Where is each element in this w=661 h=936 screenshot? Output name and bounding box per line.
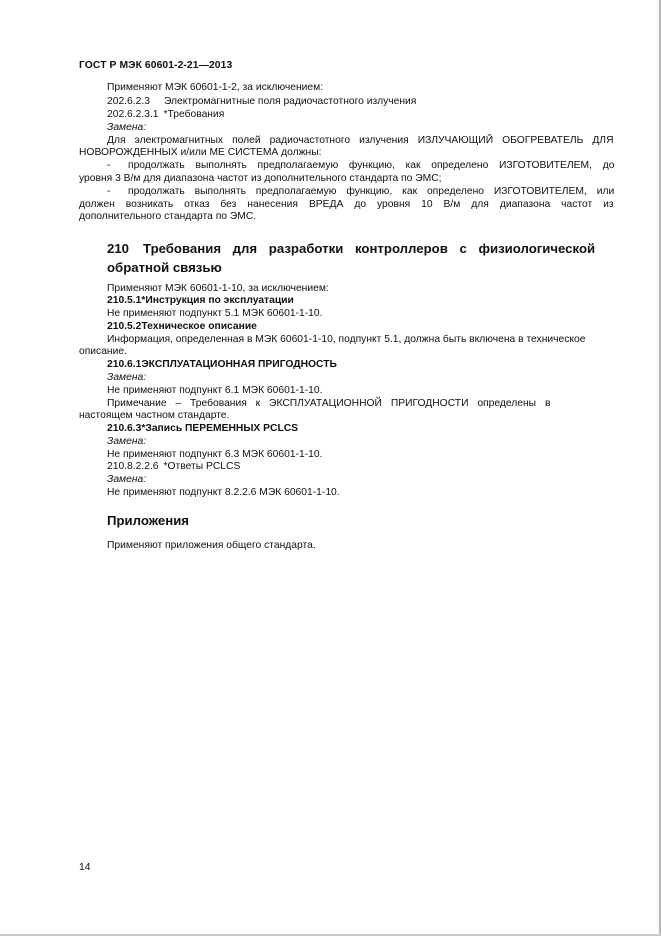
sec210-8-2-2-6-text: Не применяют подпункт 8.2.2.6 МЭК 60601-1-10. [107, 487, 340, 498]
sec202-intro: Применяют МЭК 60601-1-2, за исключением: [107, 82, 324, 93]
sec210-6-3-replace: Замена: [107, 436, 147, 447]
sec202-item2 [107, 108, 224, 121]
sec210-6-1-replace: Замена: [107, 372, 147, 383]
standard-header: ГОСТ Р МЭК 60601-2-21—2013 [79, 60, 233, 71]
bullet2-line3: дополнительного стандарта по ЭМС. [79, 211, 257, 222]
appendix-text: Применяют приложения общего стандарта. [107, 540, 316, 551]
bullet2-line2: должен возникать отказ без нанесения ВРЕДА до уровня 10 В/м для диапазона частот из [79, 199, 614, 210]
sec210-5-1-text: Не применяют подпункт 5.1 МЭК 60601-1-10. [107, 308, 323, 319]
item2-title: *Требования [163, 109, 225, 120]
sec210-6-1-note-line1: Примечание – Требования к ЭКСПЛУАТАЦИОННОЙ ПРИГОДНОСТИ определены в [107, 398, 551, 409]
page-number: 14 [79, 862, 91, 873]
sec202-item1 [107, 95, 416, 108]
sec210-heading-line2: обратной связью [107, 260, 222, 275]
sec202-para1-line1: Для электромагнитных полей радиочастотного излучения ИЗЛУЧАЮЩИЙ ОБОГРЕВАТЕЛЬ ДЛЯ [107, 135, 614, 146]
sec210-6-1-title: 210.6.1ЭКСПЛУАТАЦИОННАЯ ПРИГОДНОСТЬ [107, 359, 337, 370]
bullet2-dash: - [107, 186, 111, 197]
sec210-8-2-2-6-title [107, 460, 240, 473]
sec202-replace-label: Замена: [107, 122, 147, 133]
bullet1-line1: продолжать выполнять предполагаемую функцию, как определено ИЗГОТОВИТЕЛЕМ, до [128, 160, 614, 171]
sec210-8-2-2-6-replace: Замена: [107, 474, 147, 485]
sec202-para1-line2: НОВОРОЖДЕННЫХ и/или МЕ СИСТЕМА должны: [79, 147, 322, 158]
item1-number: 202.6.2.3 [107, 96, 150, 107]
sec210-8-2-2-6-label: *Ответы PCLCS [163, 461, 241, 472]
bullet1-line2: уровня 3 В/м для диапазона частот из дополнительного стандарта по ЭМС; [79, 173, 442, 184]
sec210-6-1-text: Не применяют подпункт 6.1 МЭК 60601-1-10. [107, 385, 323, 396]
sec210-6-3-text: Не применяют подпункт 6.3 МЭК 60601-1-10. [107, 449, 323, 460]
bullet1-dash: - [107, 160, 111, 171]
item1-title: Электромагнитные поля радиочастотного излучения [163, 96, 417, 107]
sec210-intro: Применяют МЭК 60601-1-10, за исключением: [107, 283, 329, 294]
sec210-5-2-title: 210.5.2Техническое описание [107, 321, 257, 332]
sec210-5-1-title: 210.5.1*Инструкция по эксплуатации [107, 295, 294, 306]
item2-number: 202.6.2.3.1 [107, 109, 159, 120]
sec210-6-1-note-line2: настоящем частном стандарте. [79, 410, 230, 421]
appendix-heading: Приложения [107, 513, 190, 528]
sec210-6-3-title: 210.6.3*Запись ПЕРЕМЕННЫХ PCLCS [107, 423, 299, 434]
sec210-heading-line1: Требования для разработки контроллеров с физиологической [143, 241, 596, 256]
sec210-heading-number: 210 [107, 241, 130, 256]
sec210-heading [107, 239, 614, 277]
sec210-5-2-text-line2: описание. [79, 346, 127, 357]
sec210-8-2-2-6-number: 210.8.2.2.6 [107, 461, 159, 472]
bullet2-line1: продолжать выполнять предполагаемую функцию, как определено ИЗГОТОВИТЕЛЕМ, или [128, 186, 614, 197]
sec210-5-2-text-line1: Информация, определенная в МЭК 60601-1-10, подпункт 5.1, должна быть включена в техническое [107, 334, 586, 345]
